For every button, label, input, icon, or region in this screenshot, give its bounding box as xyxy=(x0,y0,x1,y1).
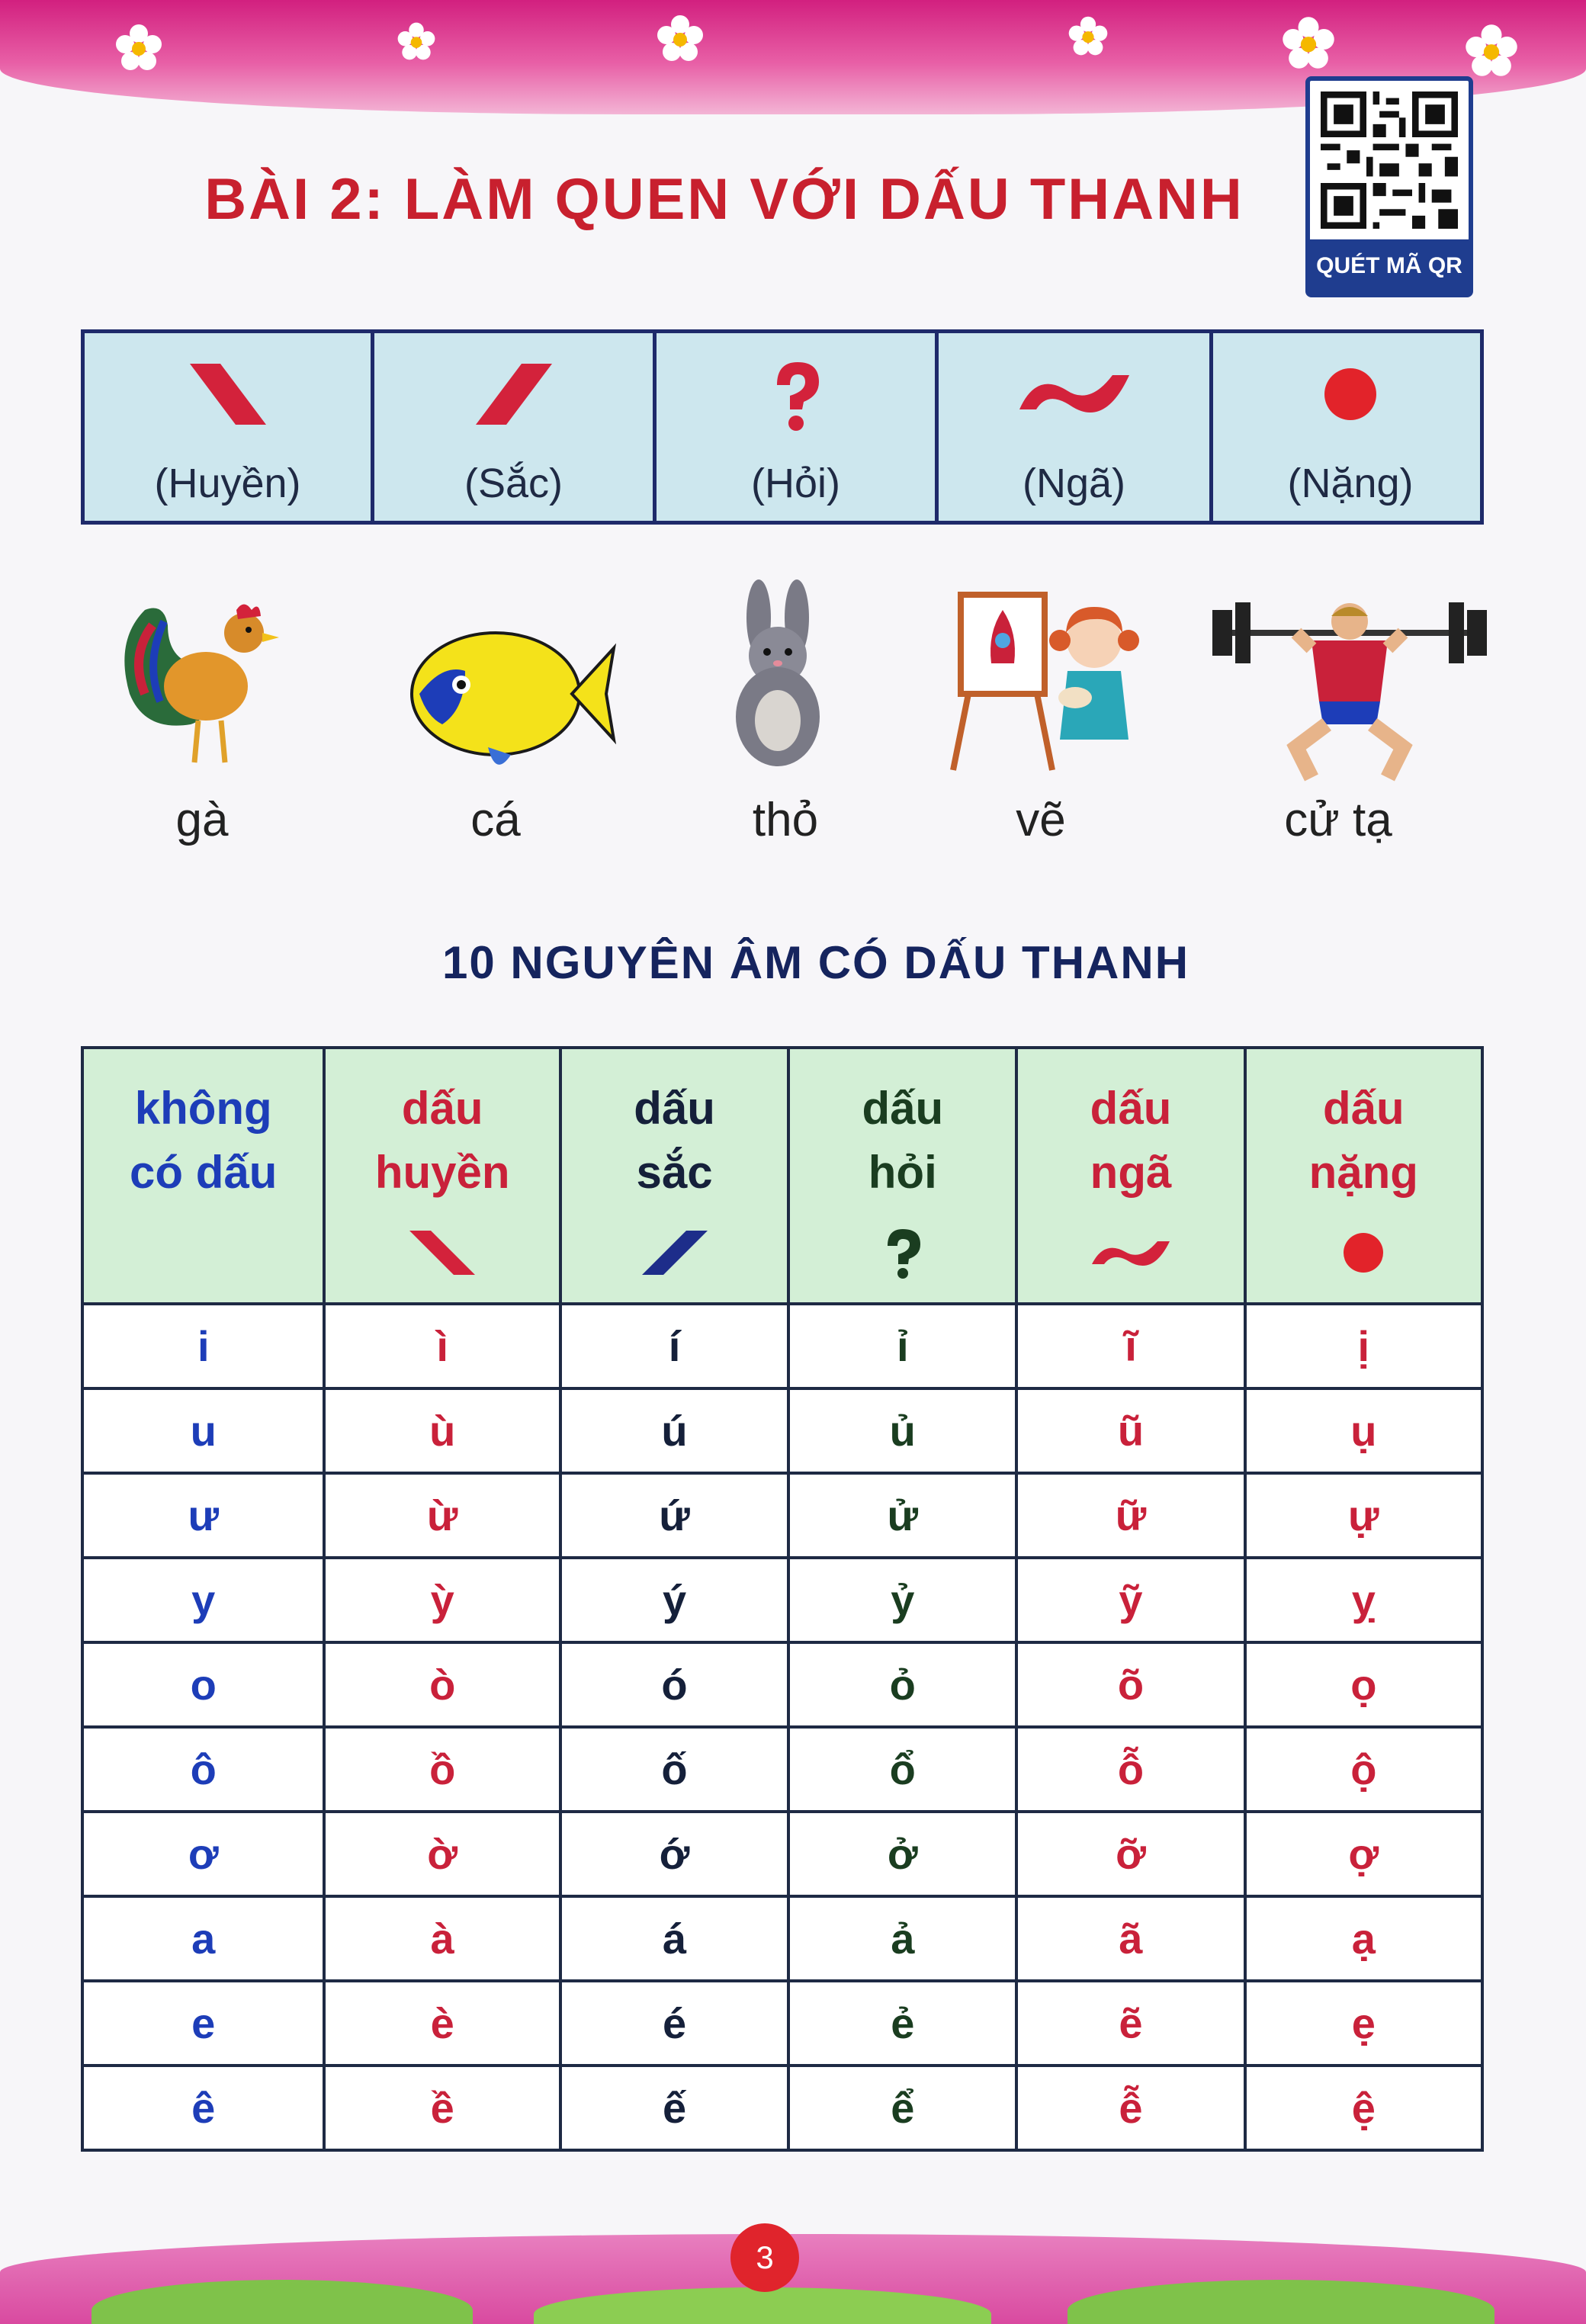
flower-icon xyxy=(396,21,436,61)
rooster-icon xyxy=(99,579,297,778)
vowel-cell: ỹ xyxy=(1016,1558,1244,1642)
hook-above-icon xyxy=(735,356,857,432)
flower-icon xyxy=(1281,15,1336,70)
vowel-cell: ộ xyxy=(1245,1727,1482,1812)
grave-accent-icon xyxy=(400,1226,484,1279)
picture-word: cá xyxy=(470,794,521,846)
vowel-cell: ợ xyxy=(1245,1812,1482,1896)
vowel-cell: ệ xyxy=(1245,2066,1482,2150)
tone-name: (Sắc) xyxy=(464,461,563,506)
hill xyxy=(92,2280,473,2324)
painting-girl-icon xyxy=(946,579,1144,778)
vowel-cell: ể xyxy=(788,2066,1016,2150)
vowel-cell: ự xyxy=(1245,1473,1482,1558)
vowel-cell: ị xyxy=(1245,1304,1482,1388)
picture-word: vẽ xyxy=(1016,794,1066,846)
rabbit-icon xyxy=(702,579,854,778)
vowel-cell: ó xyxy=(560,1642,788,1727)
page-title: BÀI 2: LÀM QUEN VỚI DẤU THANH xyxy=(204,167,1244,232)
table-row xyxy=(82,1473,1482,1558)
tone-name: (Ngã) xyxy=(1022,461,1126,506)
vowel-tone-table xyxy=(81,1046,1484,2152)
vowel-cell: ổ xyxy=(788,1727,1016,1812)
vowel-cell: ĩ xyxy=(1016,1304,1244,1388)
vowel-cell: y xyxy=(82,1558,324,1642)
header-no-mark: không có dấu xyxy=(82,1048,324,1304)
tone-marks-table xyxy=(81,329,1484,525)
vowel-cell: í xyxy=(560,1304,788,1388)
vowel-cell: ề xyxy=(324,2066,560,2150)
vowel-cell: ỡ xyxy=(1016,1812,1244,1896)
vowel-cell: ý xyxy=(560,1558,788,1642)
header-nang: dấu nặng xyxy=(1245,1048,1482,1304)
picture-word: gà xyxy=(175,794,229,846)
vowel-cell: o xyxy=(82,1642,324,1727)
vowel-cell: ơ xyxy=(82,1812,324,1896)
vowel-cell: a xyxy=(82,1896,324,1981)
table-row xyxy=(82,1558,1482,1642)
qr-code-icon xyxy=(1321,91,1458,229)
vowel-cell: à xyxy=(324,1896,560,1981)
vowel-cell: ẻ xyxy=(788,1981,1016,2066)
acute-accent-icon xyxy=(633,1226,717,1279)
picture-word: cử tạ xyxy=(1284,794,1392,846)
tilde-icon xyxy=(1089,1226,1173,1279)
flower-icon xyxy=(114,23,163,72)
picture-word: thỏ xyxy=(752,794,819,846)
qr-label: QUÉT MÃ QR xyxy=(1310,239,1469,293)
vowel-cell: ã xyxy=(1016,1896,1244,1981)
header-sac: dấu sắc xyxy=(560,1048,788,1304)
vowel-cell: ỏ xyxy=(788,1642,1016,1727)
qr-code-box[interactable] xyxy=(1305,76,1473,297)
vowel-cell: é xyxy=(560,1981,788,2066)
section-subtitle: 10 NGUYÊN ÂM CÓ DẤU THANH xyxy=(441,937,1190,988)
vowel-cell: ú xyxy=(560,1388,788,1473)
vowel-cell: ứ xyxy=(560,1473,788,1558)
vowel-cell: ừ xyxy=(324,1473,560,1558)
header-nga: dấu ngã xyxy=(1016,1048,1244,1304)
vowel-cell: ì xyxy=(324,1304,560,1388)
grave-accent-icon xyxy=(167,356,289,432)
vowel-cell: ố xyxy=(560,1727,788,1812)
table-row xyxy=(82,1304,1482,1388)
tone-cell-huyen xyxy=(85,333,374,521)
vowel-cell: ẽ xyxy=(1016,1981,1244,2066)
flower-icon xyxy=(656,14,705,63)
vowel-cell: ữ xyxy=(1016,1473,1244,1558)
table-row xyxy=(82,1896,1482,1981)
vowel-cell: õ xyxy=(1016,1642,1244,1727)
tone-cell-hoi xyxy=(657,333,939,521)
vowel-cell: ỷ xyxy=(788,1558,1016,1642)
tone-name: (Huyền) xyxy=(154,461,301,506)
vowel-cell: ủ xyxy=(788,1388,1016,1473)
vowel-cell: ư xyxy=(82,1473,324,1558)
table-row xyxy=(82,1388,1482,1473)
vowel-cell: ò xyxy=(324,1642,560,1727)
vowel-cell: ọ xyxy=(1245,1642,1482,1727)
vowel-cell: ũ xyxy=(1016,1388,1244,1473)
vowel-cell: u xyxy=(82,1388,324,1473)
flower-icon xyxy=(1464,23,1519,78)
vowel-cell: ồ xyxy=(324,1727,560,1812)
flower-icon xyxy=(1068,15,1109,56)
table-row xyxy=(82,2066,1482,2150)
vowel-cell: e xyxy=(82,1981,324,2066)
vowel-cell: ô xyxy=(82,1727,324,1812)
tone-name: (Hỏi) xyxy=(751,461,840,506)
tone-name: (Nặng) xyxy=(1287,461,1414,506)
tone-cell-nga xyxy=(939,333,1213,521)
tone-cell-sac xyxy=(374,333,657,521)
vowel-cell: ạ xyxy=(1245,1896,1482,1981)
vowel-cell: ễ xyxy=(1016,2066,1244,2150)
vowel-cell: ụ xyxy=(1245,1388,1482,1473)
vowel-cell: ỉ xyxy=(788,1304,1016,1388)
dot-below-icon xyxy=(1321,1226,1405,1279)
vowel-cell: è xyxy=(324,1981,560,2066)
vowel-cell: ỗ xyxy=(1016,1727,1244,1812)
vowel-cell: ớ xyxy=(560,1812,788,1896)
vowel-table-body xyxy=(82,1304,1482,2150)
weightlifter-icon xyxy=(1197,587,1502,785)
vowel-cell: i xyxy=(82,1304,324,1388)
vowel-cell: ỳ xyxy=(324,1558,560,1642)
hill xyxy=(534,2287,991,2324)
dot-below-icon xyxy=(1289,356,1411,432)
hill xyxy=(1068,2280,1494,2324)
table-row xyxy=(82,1642,1482,1727)
vowel-cell: ỵ xyxy=(1245,1558,1482,1642)
page-number: 3 xyxy=(730,2223,799,2292)
vowel-cell: ở xyxy=(788,1812,1016,1896)
table-header-row xyxy=(82,1048,1482,1304)
vowel-cell: ẹ xyxy=(1245,1981,1482,2066)
tone-cell-nang xyxy=(1213,333,1488,521)
vowel-cell: ử xyxy=(788,1473,1016,1558)
table-row xyxy=(82,1981,1482,2066)
hook-above-icon xyxy=(861,1226,945,1279)
vowel-cell: ả xyxy=(788,1896,1016,1981)
vowel-cell: ù xyxy=(324,1388,560,1473)
tilde-icon xyxy=(1013,356,1135,432)
fish-icon xyxy=(389,595,618,793)
vowel-cell: ế xyxy=(560,2066,788,2150)
vowel-cell: ờ xyxy=(324,1812,560,1896)
vowel-cell: á xyxy=(560,1896,788,1981)
header-hoi: dấu hỏi xyxy=(788,1048,1016,1304)
acute-accent-icon xyxy=(453,356,575,432)
vowel-cell: ê xyxy=(82,2066,324,2150)
table-row xyxy=(82,1727,1482,1812)
table-row xyxy=(82,1812,1482,1896)
header-huyen: dấu huyền xyxy=(324,1048,560,1304)
